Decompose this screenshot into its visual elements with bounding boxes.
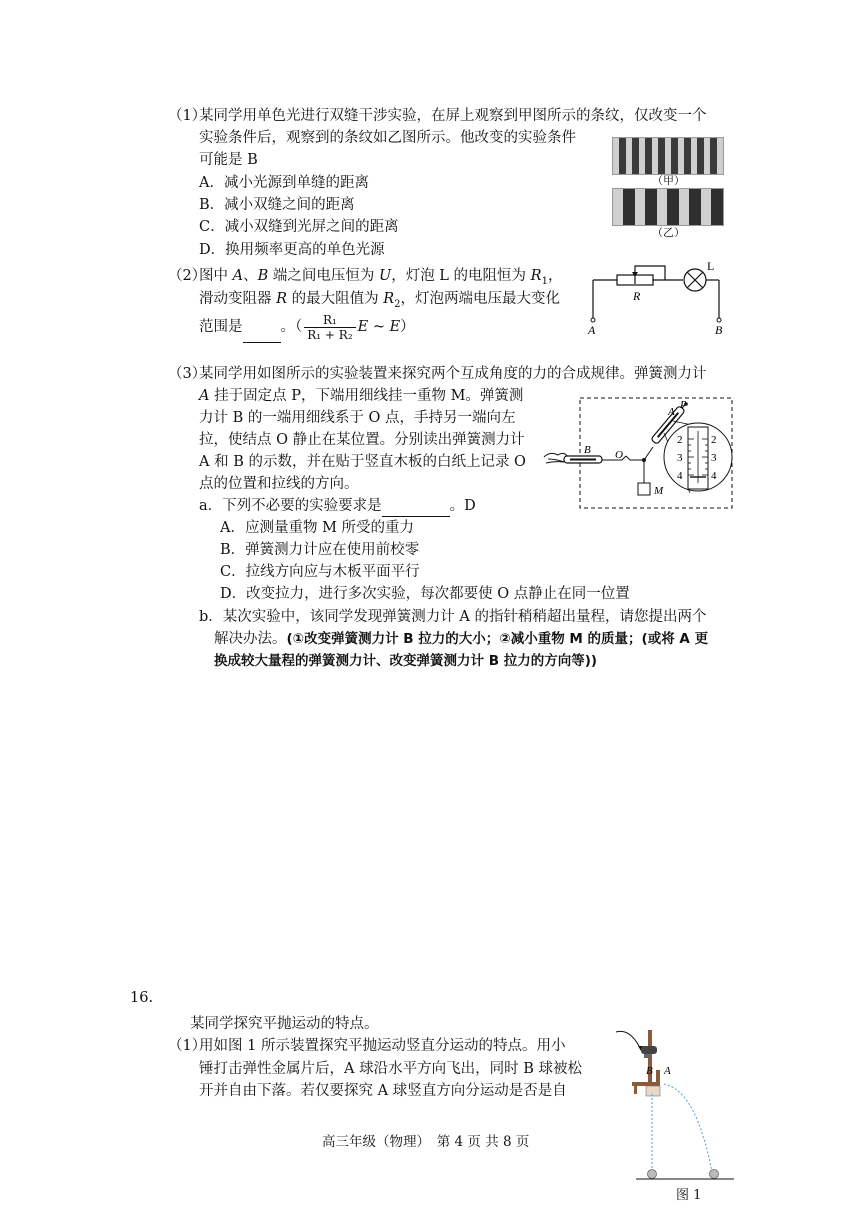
- q16-line-2: 锤打击弹性金属片后，A 球沿水平方向飞出，同时 B 球被松: [199, 1061, 582, 1077]
- q1-option-a: A．减小光源到单缝的距离: [199, 175, 369, 191]
- q1-option-c: C．减小双缝到光屏之间的距离: [199, 219, 399, 235]
- q16-intro: 某同学探究平抛运动的特点。: [190, 1016, 379, 1032]
- q16-line-3: 开并自由下落。若仅要探究 A 球竖直方向分运动是否是自: [199, 1083, 567, 1099]
- q3-answer-continued: 换成较大量程的弹簧测力计、改变弹簧测力计 B 拉力的方向等)): [214, 653, 598, 669]
- answer-fraction: $\frac{\text{R₁}}{\text{R₁ + R₂}}$: [304, 313, 355, 342]
- q1-option-d: D．换用频率更高的单色光源: [199, 242, 385, 258]
- circuit-diagram: [585, 262, 735, 336]
- q2-stem-line-1: 图中 A、B 端之间电压恒为 U，灯泡 L 的电阻恒为 $R_1$，: [199, 268, 563, 287]
- projectile-apparatus-figure: [608, 1024, 740, 1180]
- q3-stem-line-3: 力计 B 的一端用细线系于 O 点，手持另一端向左: [199, 410, 516, 426]
- q1-stem-line-3: 可能是 B: [199, 152, 258, 168]
- q1-option-b: B．减小双缝之间的距离: [199, 197, 355, 213]
- dial-tick-right-4: 4: [711, 470, 717, 482]
- resistor-label: R: [633, 289, 641, 303]
- force-experiment-diagram: [540, 395, 735, 513]
- ball-b-label: B: [646, 1065, 653, 1077]
- q3-option-d: D．改变拉力，进行多次实验，每次都要使 O 点静止在同一位置: [220, 586, 630, 602]
- q3-option-c: C．拉线方向应与木板平面平行: [220, 564, 420, 580]
- q3-part-a: a．下列不必要的实验要求是 。D: [199, 496, 476, 517]
- q1-stem-line-2: 实验条件后，观察到的条纹如乙图所示。他改变的实验条件: [199, 130, 576, 146]
- page-footer: 高三年级（物理） 第 4 页 共 8 页: [322, 1134, 530, 1150]
- dial-tick-left-3: 3: [677, 452, 683, 464]
- dial-tick-right-2: 2: [711, 434, 717, 446]
- terminal-b-label: B: [715, 323, 723, 336]
- q1-number: （1）: [168, 108, 207, 124]
- q3-stem-line-5: A 和 B 的示数，并在贴于竖直木板的白纸上记录 O: [199, 454, 526, 470]
- weight-m-label: M: [654, 485, 664, 497]
- answer-blank-a: [382, 496, 450, 517]
- q3-stem-line-1: 某同学用如图所示的实验装置来探究两个互成角度的力的合成规律。弹簧测力计: [199, 366, 707, 382]
- q1-stem-line-1: 某同学用单色光进行双缝干涉实验，在屏上观察到甲图所示的条纹，仅改变一个: [199, 108, 707, 124]
- fringe-pattern-jia: [612, 137, 724, 175]
- answer-blank: [243, 312, 281, 343]
- point-p-label: P: [680, 399, 687, 411]
- lamp-label: L: [707, 262, 715, 273]
- q3-stem-line-6: 点的位置和拉线的方向。: [199, 476, 359, 492]
- q16-line-1: 用如图 1 所示装置探究平抛运动竖直分运动的特点。用小: [199, 1038, 566, 1054]
- figure-1-caption: 图 1: [676, 1188, 702, 1203]
- terminal-a-label: A: [588, 323, 596, 336]
- q3-option-b: B．弹簧测力计应在使用前校零: [220, 542, 420, 558]
- q16-sub-number: （1）: [168, 1038, 207, 1054]
- scale-b-label: B: [584, 444, 591, 456]
- q2-stem-line-2: 滑动变阻器 R 的最大阻值为 $R_2$，灯泡两端电压最大变化: [199, 291, 561, 310]
- q3-stem-line-2: A 挂于固定点 P，下端用细线挂一重物 M。弹簧测: [199, 388, 524, 404]
- q3-answer: (①改变弹簧测力计 B 拉力的大小；②减小重物 M 的质量；(或将 A 更: [286, 631, 709, 647]
- q16-number: 16.: [130, 990, 154, 1006]
- q3-number: （3）: [168, 366, 207, 382]
- ball-a-label: A: [664, 1065, 671, 1077]
- scale-a-label: A: [668, 406, 675, 418]
- q3-stem-line-4: 拉，使结点 O 静止在某位置。分别读出弹簧测力计: [199, 432, 525, 448]
- q3-option-a: A．应测量重物 M 所受的重力: [220, 520, 415, 536]
- q2-stem-line-3: 范围是 。（ $\frac{\text{R₁}}{\text{R₁ + R₂}}$ E ~ E）: [199, 312, 415, 342]
- fringe-pattern-yi: [612, 188, 724, 226]
- dial-tick-right-3: 3: [711, 452, 717, 464]
- fringe-caption-jia: （甲）: [652, 174, 685, 187]
- q3-part-b-line-1: b．某次实验中，该同学发现弹簧测力计 A 的指针稍稍超出量程，请您提出两个: [199, 609, 707, 625]
- point-o-label: O: [615, 449, 623, 461]
- fringe-caption-yi: （乙）: [652, 226, 685, 239]
- q2-number: （2）: [168, 268, 207, 284]
- q3-part-b-line-2: 解决办法。(①改变弹簧测力计 B 拉力的大小；②减小重物 M 的质量；(或将 A 更: [214, 631, 709, 647]
- dial-tick-left-4: 4: [677, 470, 683, 482]
- dial-tick-left-2: 2: [677, 434, 683, 446]
